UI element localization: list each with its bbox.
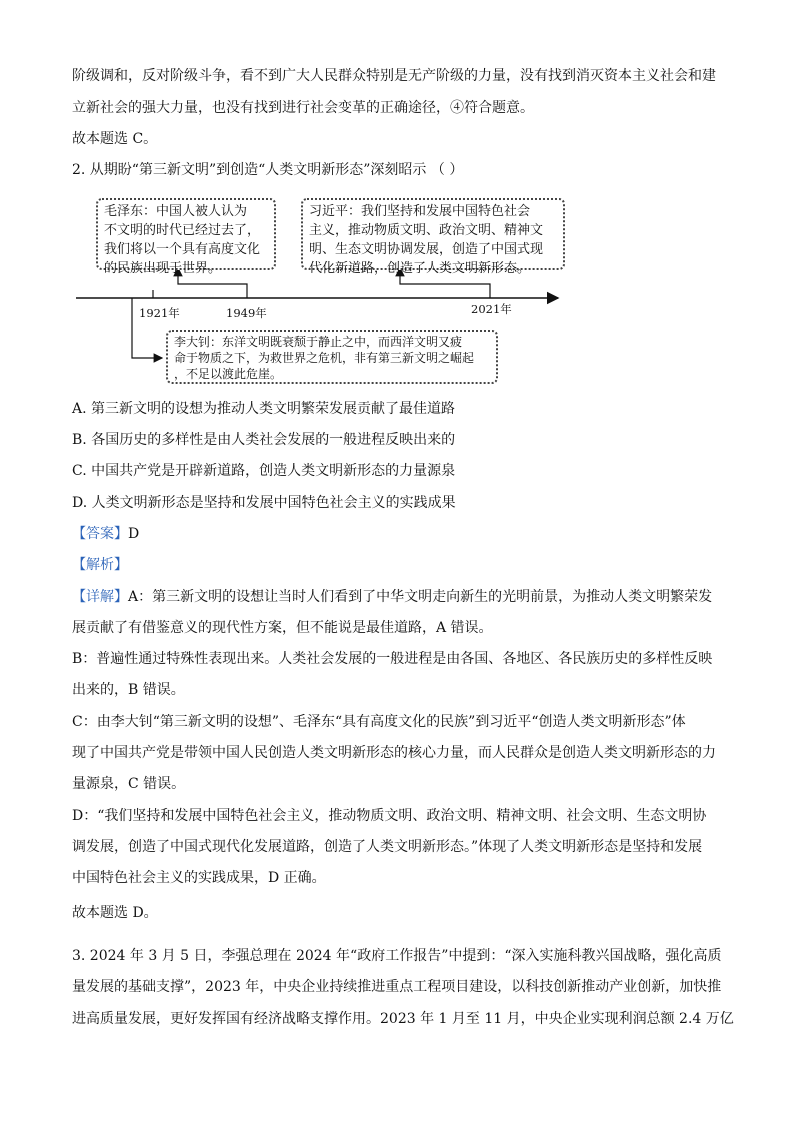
quote-line: 毛泽东：中国人被人认为 [104,204,248,219]
detail-line: C：由李大钊“第三新文明的设想”、毛泽东“具有高度文化的民族”到习近平“创造人类文明新形态”体 [72,714,686,730]
answer-line [72,524,139,544]
question3-line: 进高质量发展，更好发挥国有经济战略支撑作用。2023 年 1 月至 11 月，中央企业实现利润总额 2.4 万亿 [72,1011,734,1027]
quote-line: 主义，推动物质文明、政治文明、精神文 [309,223,544,238]
quote-line: ，不足以渡此危崖。 [174,367,283,381]
quote-box-mao [96,198,276,276]
conclusion-line: 故本题选 C。 [72,131,158,147]
quote-box-xi [301,198,565,276]
option-d: D. 人类文明新形态是坚持和发展中国特色社会主义的实践成果 [72,495,456,511]
quote-line: 代化新道路，创造了人类文明新形态。 [309,261,531,276]
question3-line: 3. 2024 年 3 月 5 日，李强总理在 2024 年“政府工作报告”中提到：“深入实施科教兴国战略，强化高质 [72,948,722,964]
analysis-heading [72,555,128,575]
detail-tag: 【详解】 [72,589,128,605]
quote-line: 我们将以一个具有高度文化 [104,242,261,257]
detail-text: A：第三新文明的设想让当时人们看到了中华文明走向新生的光明前景，为推动人类文明繁荣发 [128,589,713,605]
detail-line: 出来的，B 错误。 [72,682,185,698]
option-b: B. 各国历史的多样性是由人类社会发展的一般进程反映出来的 [72,432,456,448]
detail-line: 展贡献了有借鉴意义的现代性方案，但不能说是最佳道路，A 错误。 [72,620,493,636]
quote-line: 习近平：我们坚持和发展中国特色社会 [309,204,531,219]
detail-line: 中国特色社会主义的实践成果，D 正确。 [72,870,326,886]
paragraph-line: 阶级调和，反对阶级斗争，看不到广大人民群众特别是无产阶级的力量，没有找到消灭资本主义社会和建 [72,68,716,84]
detail-line: 调发展，创造了中国式现代化发展道路，创造了人类文明新形态。”体现了人类文明新形态是坚持和发展 [72,839,703,855]
quote-line: 命于物质之下，为救世界之危机，非有第三新文明之崛起 [174,351,475,365]
quote-line: 的民族出现于世界。 [104,261,222,276]
year-label-2021: 2021年 [471,302,512,316]
option-a: A. 第三新文明的设想为推动人类文明繁荣发展贡献了最佳道路 [72,401,456,417]
detail-line: B：普遍性通过特殊性表现出来。人类社会发展的一般进程是由各国、各地区、各民族历史的多样性反映 [72,651,713,667]
detail-line: D：“我们坚持和发展中国特色社会主义，推动物质文明、政治文明、精神文明、社会文明、生态文明协 [72,808,707,824]
answer-value: D [128,526,140,542]
paragraph-line: 立新社会的强大力量，也没有找到进行社会变革的正确途径，④符合题意。 [72,100,534,116]
year-label-1921: 1921年 [139,306,180,320]
quote-line: 明、生态文明协调发展，创造了中国式现 [309,242,544,257]
quote-line: 李大钊：东洋文明既衰颓于静止之中，而西洋文明又疲 [174,335,463,349]
question-stem: 2. 从期盼“第三新文明”到创造“人类文明新形态”深刻昭示 （ ） [72,162,464,178]
question3-line: 量发展的基础支撑”，2023 年，中央企业持续推进重点工程项目建设，以科技创新推动产业创新，加快推 [72,979,722,995]
detail-line: 现了中国共产党是带领中国人民创造人类文明新形态的核心力量，而人民群众是创造人类文明新形态的力 [72,745,716,761]
quote-line: 不文明的时代已经过去了， [104,223,261,238]
detail-line [72,587,712,607]
option-c: C. 中国共产党是开辟新道路，创造人类文明新形态的力量源泉 [72,463,456,479]
answer-tag: 【答案】 [72,526,128,542]
detail-line: 量源泉，C 错误。 [72,776,186,792]
quote-box-li [166,330,498,384]
conclusion-line: 故本题选 D。 [72,905,158,921]
analysis-tag: 【解析】 [72,557,128,573]
year-label-1949: 1949年 [226,306,267,320]
